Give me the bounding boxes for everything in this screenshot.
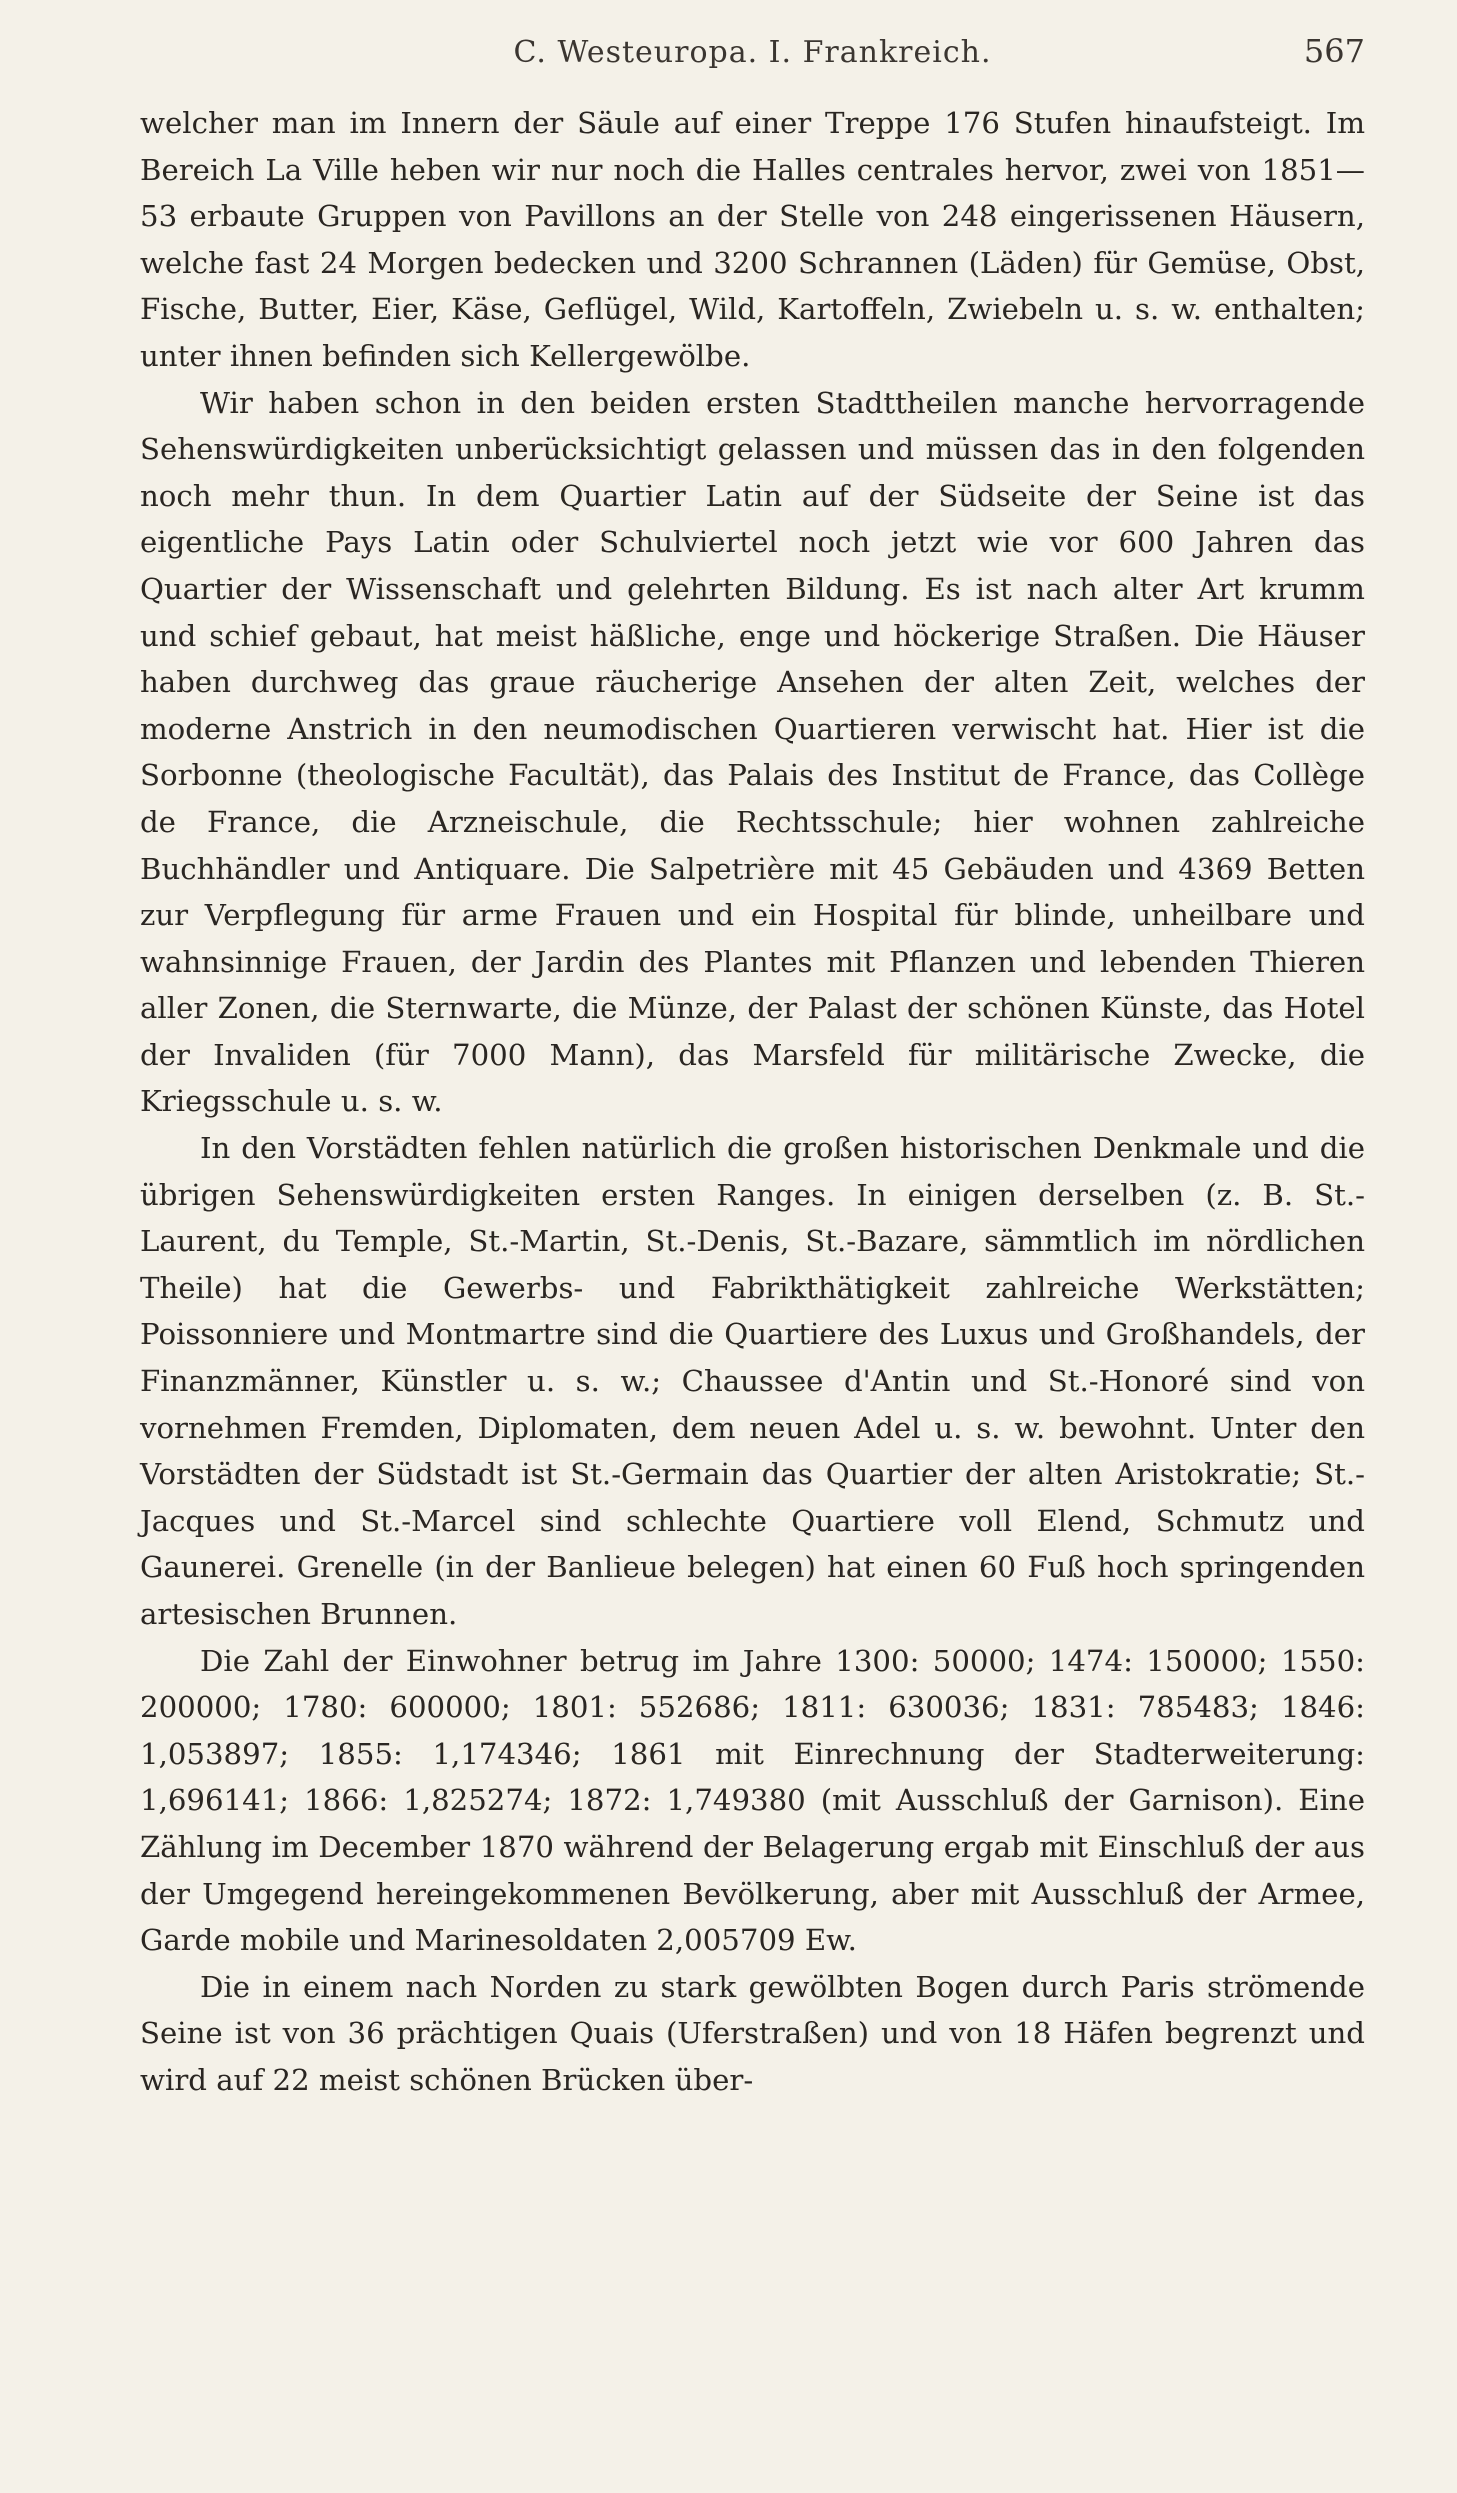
paragraph-halles: welcher man im Innern der Säule auf einer Treppe 176 Stufen hinaufsteigt. Im Bereich La Ville heben wir nur noch die Halles centrales hervor, zwei von 1851—53 erbaute Gruppen von Pavillons an der Stelle von 248 eingerissenen Häusern, welche fast 24 Morgen bedecken und 3200 Schrannen (Läden) für Gemüse, Obst, Fische, Butter, Eier, Käse, Geflügel, Wild, Kartoffeln, Zwiebeln u. s. w. enthalten; unter ihnen befinden sich Kellergewölbe. xyxy=(140,106,1365,373)
paragraph-einwohner: Die Zahl der Einwohner betrug im Jahre 1300: 50000; 1474: 150000; 1550: 200000; 1780: 600000; 1801: 552686; 1811: 630036; 1831: 785483; 1846: 1,053897; 1855: 1,174346; 1861 mit Einrechnung der Stadterweiterung: 1,696141; 1866: 1,825274; 1872: 1,749380 (mit Ausschluß der Garnison). Eine Zählung im December 1870 während der Belagerung ergab mit Einschluß der aus der Umgegend hereingekommenen Bevölkerung, aber mit Ausschluß der Armee, Garde mobile und Marinesoldaten 2,005709 Ew. xyxy=(140,1643,1365,1958)
paragraph-vorstaedte: In den Vorstädten fehlen natürlich die großen historischen Denkmale und die übrigen Sehenswürdigkeiten ersten Ranges. In einigen derselben (z. B. St.-Laurent, du Temple, St.-Martin, St.-Denis, St.-Bazare, sämmtlich im nördlichen Theile) hat die Gewerbs- und Fabrikthätigkeit zahlreiche Werkstätten; Poissonniere und Montmartre sind die Quartiere des Luxus und Großhandels, der Finanzmänner, Künstler u. s. w.; Chaussee d'Antin und St.-Honoré sind von vornehmen Fremden, Diplomaten, dem neuen Adel u. s. w. bewohnt. Unter den Vorstädten der Südstadt ist St.-Germain das Quartier der alten Aristokratie; St.-Jacques und St.-Marcel sind schlechte Quartiere voll Elend, Schmutz und Gaunerei. Grenelle (in der Banlieue belegen) hat einen 60 Fuß hoch springenden artesischen Brunnen. xyxy=(140,1131,1365,1631)
running-title: C. Westeuropa. I. Frankreich. xyxy=(513,35,992,70)
page-header xyxy=(140,32,1365,94)
body-text xyxy=(140,100,1365,2104)
paragraph-seine: Die in einem nach Norden zu stark gewölbten Bogen durch Paris strömende Seine ist von 36 prächtigen Quais (Uferstraßen) und von 18 Häfen begrenzt und wird auf 22 meist schönen Brücken über- xyxy=(140,1969,1365,2097)
paragraph-quartier-latin: Wir haben schon in den beiden ersten Stadttheilen manche hervorragende Sehenswürdigkeiten unberücksichtigt gelassen und müssen das in den folgenden noch mehr thun. In dem Quartier Latin auf der Südseite der Seine ist das eigentliche Pays Latin oder Schulviertel noch jetzt wie vor 600 Jahren das Quartier der Wissenschaft und gelehrten Bildung. Es ist nach alter Art krumm und schief gebaut, hat meist häßliche, enge und höckerige Straßen. Die Häuser haben durchweg das graue räucherige Ansehen der alten Zeit, welches der moderne Anstrich in den neumodischen Quartieren verwischt hat. Hier ist die Sorbonne (theologische Facultät), das Palais des Institut de France, das Collège de France, die Arzneischule, die Rechtsschule; hier wohnen zahlreiche Buchhändler und Antiquare. Die Salpetrière mit 45 Gebäuden und 4369 Betten zur Verpflegung für arme Frauen und ein Hospital für blinde, unheilbare und wahnsinnige Frauen, der Jardin des Plantes mit Pflanzen und lebenden Thieren aller Zonen, die Sternwarte, die Münze, der Palast der schönen Künste, das Hotel der Invaliden (für 7000 Mann), das Marsfeld für militärische Zwecke, die Kriegsschule u. s. w. xyxy=(140,385,1365,1119)
page-number: 567 xyxy=(1303,32,1365,70)
